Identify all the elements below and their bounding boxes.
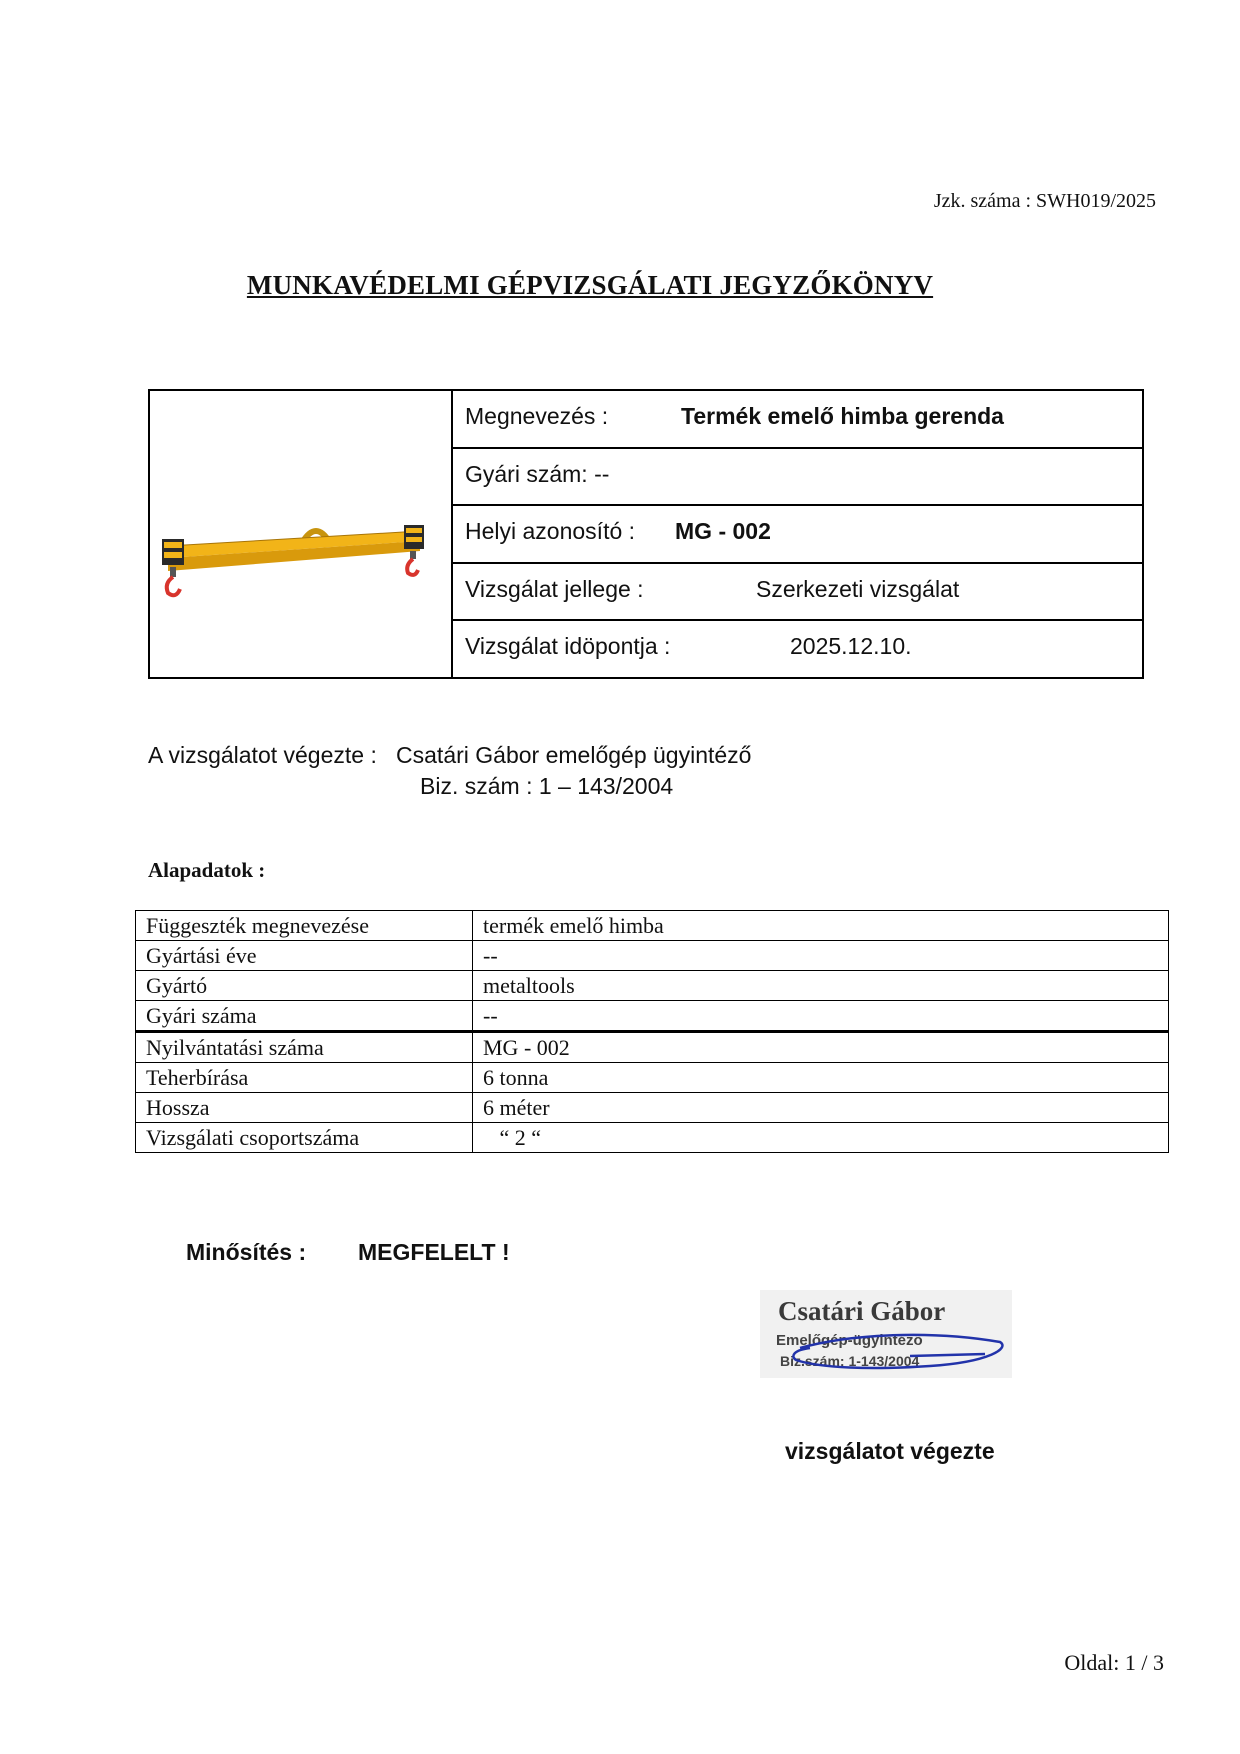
examiner-line1 [148, 740, 751, 771]
equipment-info-cells [453, 391, 1142, 677]
document-title: MUNKAVÉDELMI GÉPVIZSGÁLATI JEGYZŐKÖNYV [246, 270, 934, 300]
info-row-name [453, 391, 1142, 449]
inspection-date-value: 2025.12.10. [790, 633, 912, 660]
row-value: -- [473, 1001, 1169, 1032]
row-label: Függeszték megnevezése [136, 911, 473, 941]
row-label: Gyártó [136, 971, 473, 1001]
equipment-photo-cell [150, 391, 453, 677]
row-value: termék emelő himba [473, 911, 1169, 941]
table-row [136, 1063, 1169, 1093]
info-row-inspection-date [453, 621, 1142, 677]
row-label: Gyári száma [136, 1001, 473, 1032]
performed-by-label: vizsgálatot végezte [785, 1438, 995, 1464]
table-row [136, 911, 1169, 941]
qualification-label: Minősítés : [186, 1239, 307, 1265]
equipment-header-box [148, 389, 1144, 679]
inspection-date-label: Vizsgálat idöpontja : [465, 633, 671, 660]
table-row [136, 1032, 1169, 1063]
examiner-label: A vizsgálatot végezte : [148, 742, 377, 768]
inspection-type-value: Szerkezeti vizsgálat [756, 575, 960, 602]
row-label: Nyilvántatási száma [136, 1032, 473, 1063]
examiner-stamp [760, 1290, 1012, 1378]
row-label: Vizsgálati csoportszáma [136, 1123, 473, 1153]
row-value: 6 tonna [473, 1063, 1169, 1093]
row-value: -- [473, 941, 1169, 971]
info-row-serial [453, 449, 1142, 507]
stamp-title: Emelőgép-ügyintéző [776, 1332, 923, 1349]
lifting-beam-image [150, 391, 450, 677]
row-value: metaltools [473, 971, 1169, 1001]
serial-label: Gyári szám: -- [465, 460, 610, 487]
row-label: Hossza [136, 1093, 473, 1123]
info-row-inspection-type [453, 564, 1142, 622]
name-value: Termék emelő himba gerenda [681, 403, 1004, 429]
examiner-name: Csatári Gábor emelőgép ügyintéző [396, 742, 752, 768]
row-label: Gyártási éve [136, 941, 473, 971]
basic-data-heading: Alapadatok : [148, 858, 266, 882]
name-label: Megnevezés : [465, 403, 609, 429]
table-row [136, 941, 1169, 971]
inspection-type-label: Vizsgálat jellege : [465, 575, 644, 602]
info-row-local-id [453, 506, 1142, 564]
table-row [136, 1093, 1169, 1123]
stamp-graphic [760, 1290, 1012, 1378]
stamp-license: Biz.szám: 1-143/2004 [780, 1353, 920, 1369]
row-value: MG - 002 [473, 1032, 1169, 1063]
table-row [136, 1123, 1169, 1153]
report-number: Jzk. száma : SWH019/2025 [933, 190, 1156, 212]
row-value: 6 méter [473, 1093, 1169, 1123]
basic-data-table [135, 910, 1169, 1153]
table-row [136, 1001, 1169, 1032]
page-number: Oldal: 1 / 3 [1064, 1650, 1164, 1675]
examiner-block [148, 740, 751, 802]
row-label: Teherbírása [136, 1063, 473, 1093]
examiner-license: Biz. szám : 1 – 143/2004 [420, 773, 674, 799]
local-id-value: MG - 002 [675, 518, 771, 545]
row-value: “ 2 “ [473, 1123, 1169, 1153]
table-row [136, 971, 1169, 1001]
stamp-name: Csatári Gábor [778, 1296, 946, 1326]
local-id-label: Helyi azonosító : [465, 518, 636, 545]
qualification-value: MEGFELELT ! [358, 1239, 510, 1265]
